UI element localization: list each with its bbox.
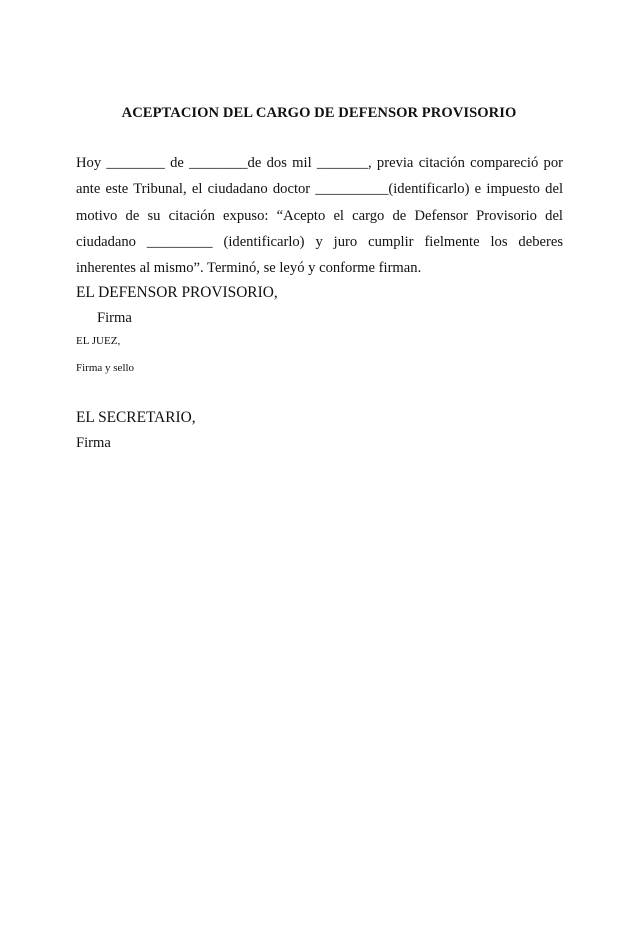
juez-signature-title: EL JUEZ, — [76, 335, 121, 347]
paragraph-line: motivo de su citación expuso: “Acepto el cargo de Defensor Provisorio del — [76, 207, 563, 224]
secretario-signature-title: EL SECRETARIO, — [76, 409, 196, 426]
defensor-signature-title: EL DEFENSOR PROVISORIO, — [76, 284, 278, 301]
document-title: ACEPTACION DEL CARGO DE DEFENSOR PROVISORIO — [121, 105, 517, 121]
defensor-signature-label: Firma — [97, 310, 132, 326]
juez-signature-label: Firma y sello — [76, 362, 135, 374]
body-paragraph — [76, 150, 563, 281]
paragraph-line: inherentes al mismo”. Terminó, se leyó y conforme firman. — [76, 260, 422, 277]
paragraph-line: Hoy ________ de ________de dos mil _______, previa citación compareció por — [76, 155, 563, 171]
secretario-signature-label: Firma — [76, 435, 111, 451]
paragraph-line: ante este Tribunal, el ciudadano doctor __________(identificarlo) e impuesto del — [76, 181, 563, 198]
paragraph-line: ciudadano _________ (identificarlo) y juro cumplir fielmente los deberes — [76, 233, 563, 250]
